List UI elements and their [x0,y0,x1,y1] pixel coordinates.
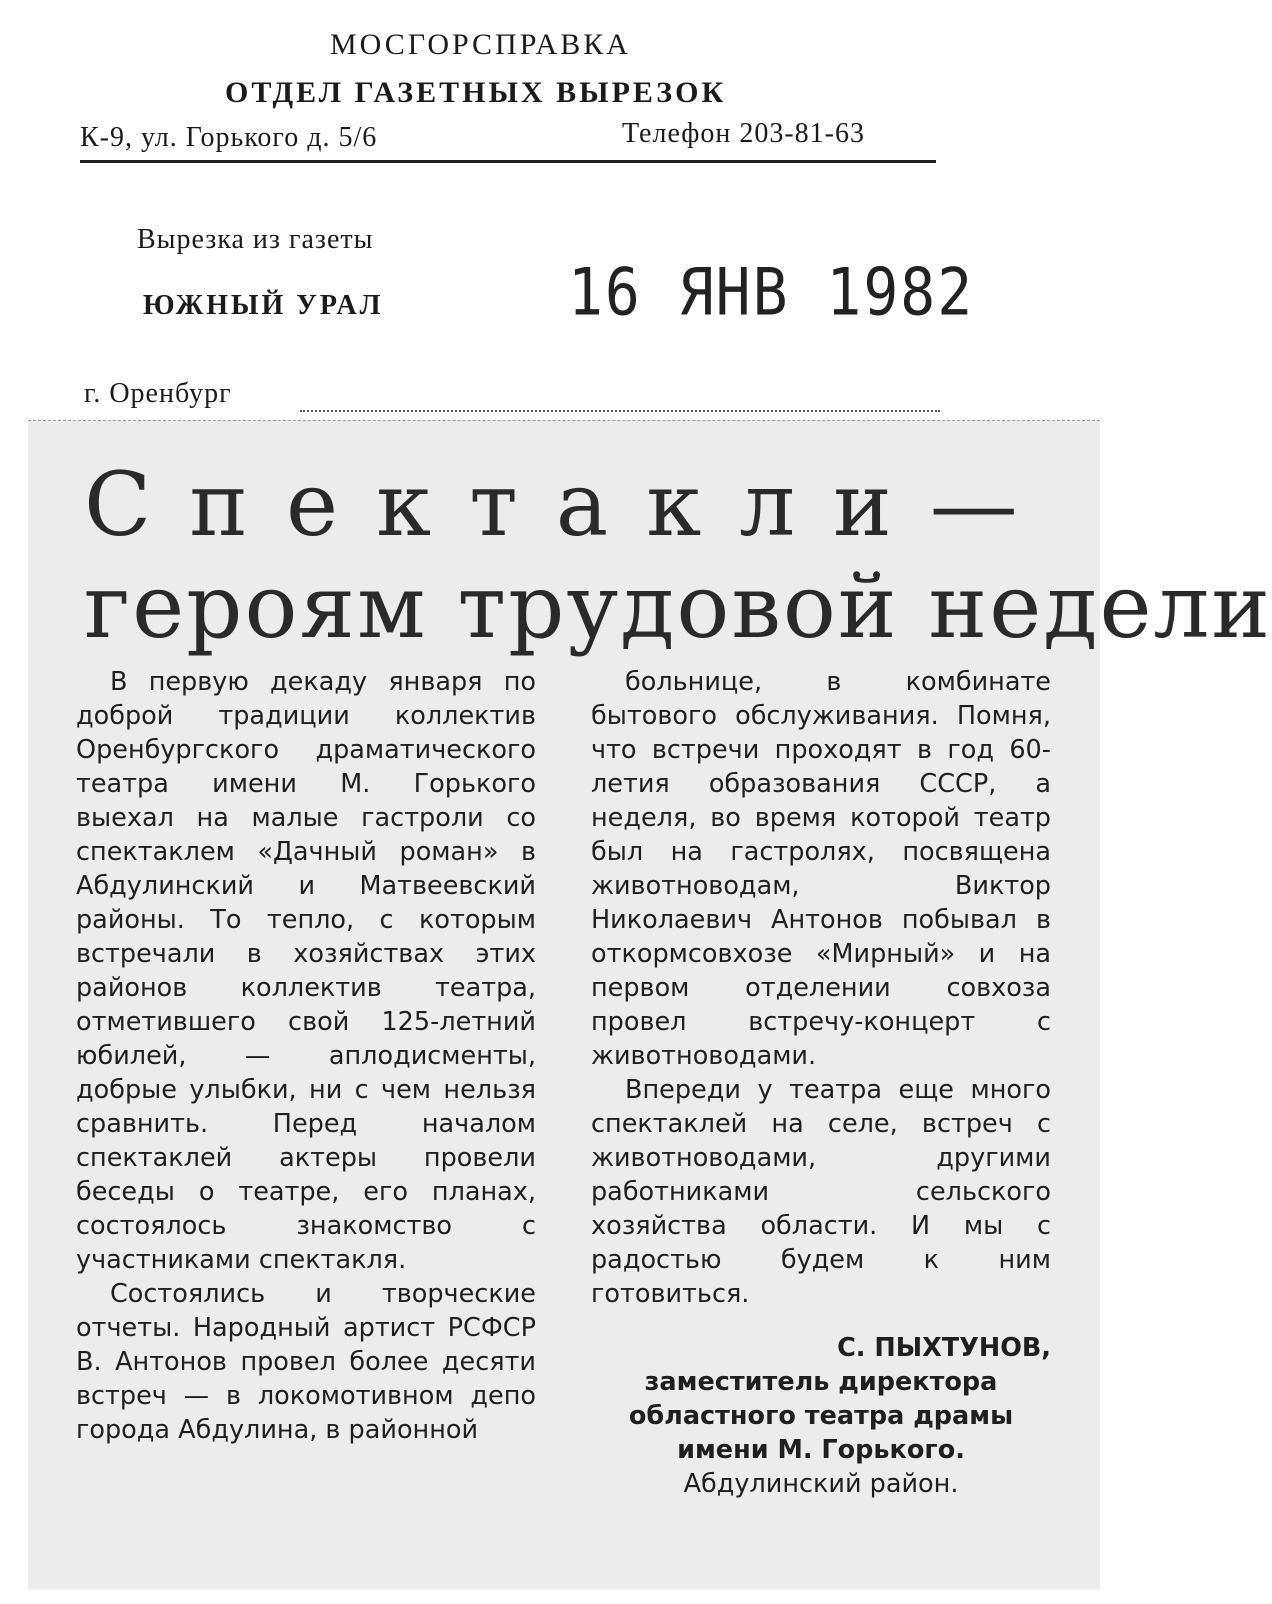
article-paragraph: В первую декаду января по доброй традиции коллектив Оренбургского драматического театра имени М. Горького выехал на малые гастроли со спектаклем «Дачный роман» в Абдулинский и Матвеевский районы. То тепло, с которым встречали в хозяйствах этих районов коллектив театра, отметившего свой 125-летний юбилей, — аплодисменты, добрые улыбки, ни с чем нельзя сравнить. Перед началом спектаклей актеры провели беседы о театре, его планах, состоялось знакомство с участниками спектакля. [76,667,536,1275]
agency-phone: Телефон 203-81-63 [622,118,865,149]
clipping-source-label: Вырезка из газеты [137,224,374,255]
article-column-right [591,665,1051,1501]
agency-address: К-9, ул. Горького д. 5/6 [80,122,378,153]
date-stamp: 16 ЯНВ 1982 [568,254,975,331]
author-role: заместитель директора областного театра драмы имени М. Горького. [628,1367,1014,1465]
newspaper-city: г. Оренбург [84,378,232,409]
article-column-left [76,665,536,1447]
headline-line-1: Спектакли— [84,453,1056,556]
author-name: С. ПЫХТУНОВ, [837,1333,1051,1363]
article-paragraph: Впереди у театра еще много спектаклей на селе, встреч с животноводами, другими работниками сельского хозяйства области. И мы с радостью будем к ним готовиться. [591,1075,1051,1309]
article-paragraph: Состоялись и творческие отчеты. Народный артист РСФСР В. Антонов провел более десяти встреч — в локомотивном депо города Абдулина, в районной [76,1279,536,1445]
newspaper-name: ЮЖНЫЙ УРАЛ [143,290,384,321]
article-paragraph: больнице, в комбинате бытового обслуживания. Помня, что встречи проходят в год 60-летия образования СССР, а неделя, во время которой театр был на гастролях, посвящена животноводам, Виктор Николаевич Антонов побывал в откормсовхозе «Мирный» и на первом отделении совхоза провел встречу-концерт с животноводами. [591,667,1051,1071]
department-name: ОТДЕЛ ГАЗЕТНЫХ ВЫРЕЗОК [225,76,727,109]
agency-name: МОСГОРСПРАВКА [330,28,631,61]
author-place: Абдулинский район. [683,1469,959,1499]
newspaper-clipping [28,420,1272,1589]
city-dotted-rule [300,410,940,412]
headline-line-2: героям трудовой недели [84,555,1272,658]
header-rule [80,160,936,163]
